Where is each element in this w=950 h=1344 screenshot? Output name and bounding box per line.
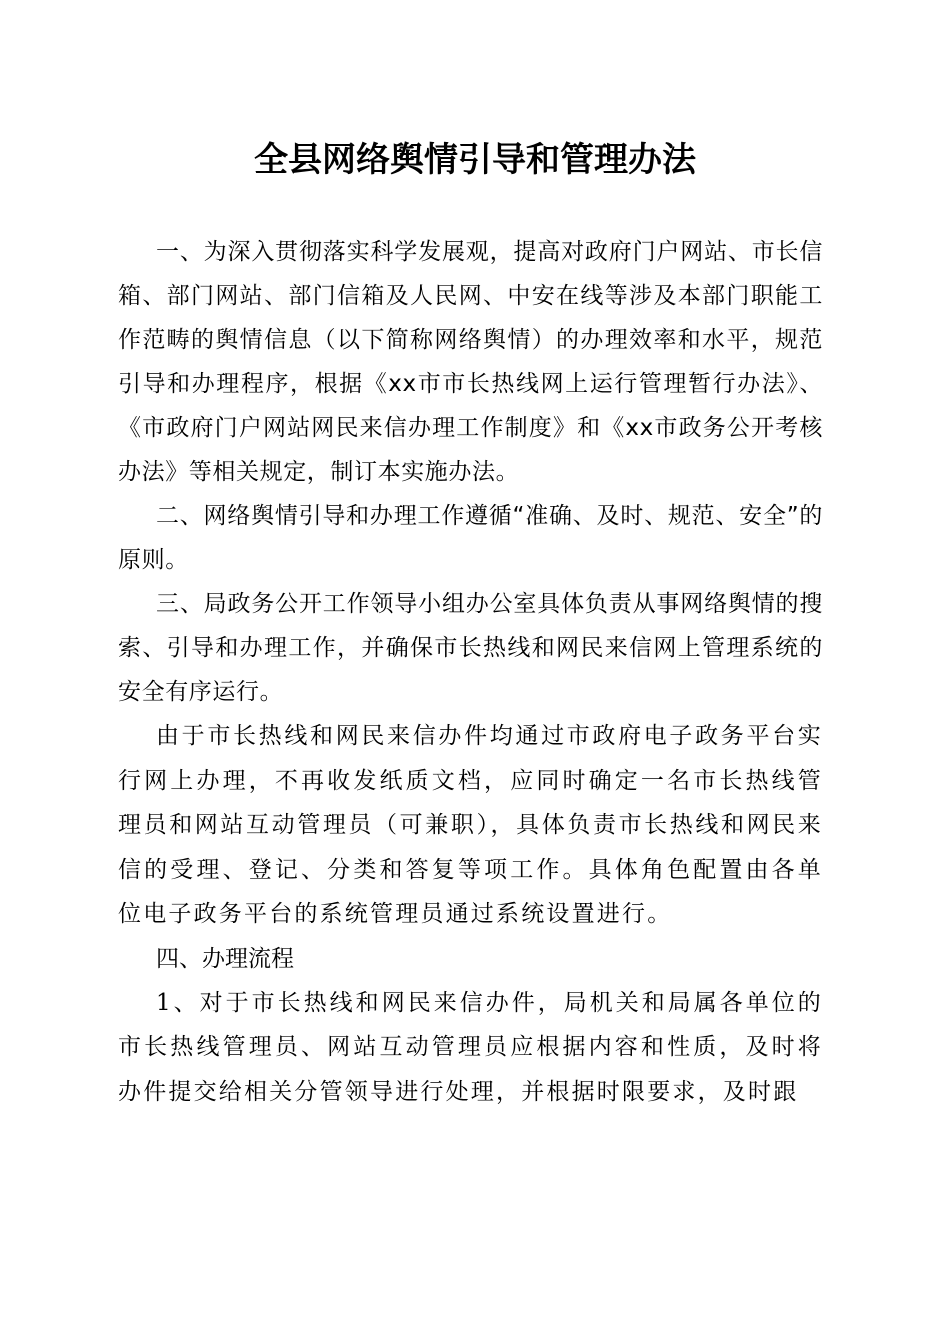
paragraph-2: 二、网络舆情引导和办理工作遵循“准确、及时、规范、安全”的原则。 [118,503,823,573]
paragraph-4: 由于市长热线和网民来信办件均通过市政府电子政务平台实行网上办理，不再收发纸质文档，应同时确定一名市长热线管理员和网站互动管理员（可兼职），具体负责市长热线和网民来信的受理、登记、分类和答复等项工作。具体角色配置由各单位电子政务平台的系统管理员通过系统设置进行。 [118,723,823,927]
paragraph-3: 三、局政务公开工作领导小组办公室具体负责从事网络舆情的搜索、引导和办理工作，并确保市长热线和网民来信网上管理系统的安全有序运行。 [118,591,823,705]
document-body [118,230,823,1114]
paragraph-5: 1、对于市长热线和网民来信办件，局机关和局属各单位的市长热线管理员、网站互动管理员应根据内容和性质，及时将办件提交给相关分管领导进行处理，并根据时限要求，及时跟 [118,989,823,1105]
document-title: 全县网络舆情引导和管理办法 [254,140,696,180]
paragraph-1: 一、为深入贯彻落实科学发展观，提高对政府门户网站、市长信箱、部门网站、部门信箱及人民网、中安在线等涉及本部门职能工作范畴的舆情信息（以下简称网络舆情）的办理效率和水平，规范引导和办理程序，根据《xx市市长热线网上运行管理暂行办法》、《市政府门户网站网民来信办理工作制度》和《xx市政务公开考核办法》等相关规定，制订本实施办法。 [118,239,823,485]
section-heading-process: 四、办理流程 [156,945,294,972]
